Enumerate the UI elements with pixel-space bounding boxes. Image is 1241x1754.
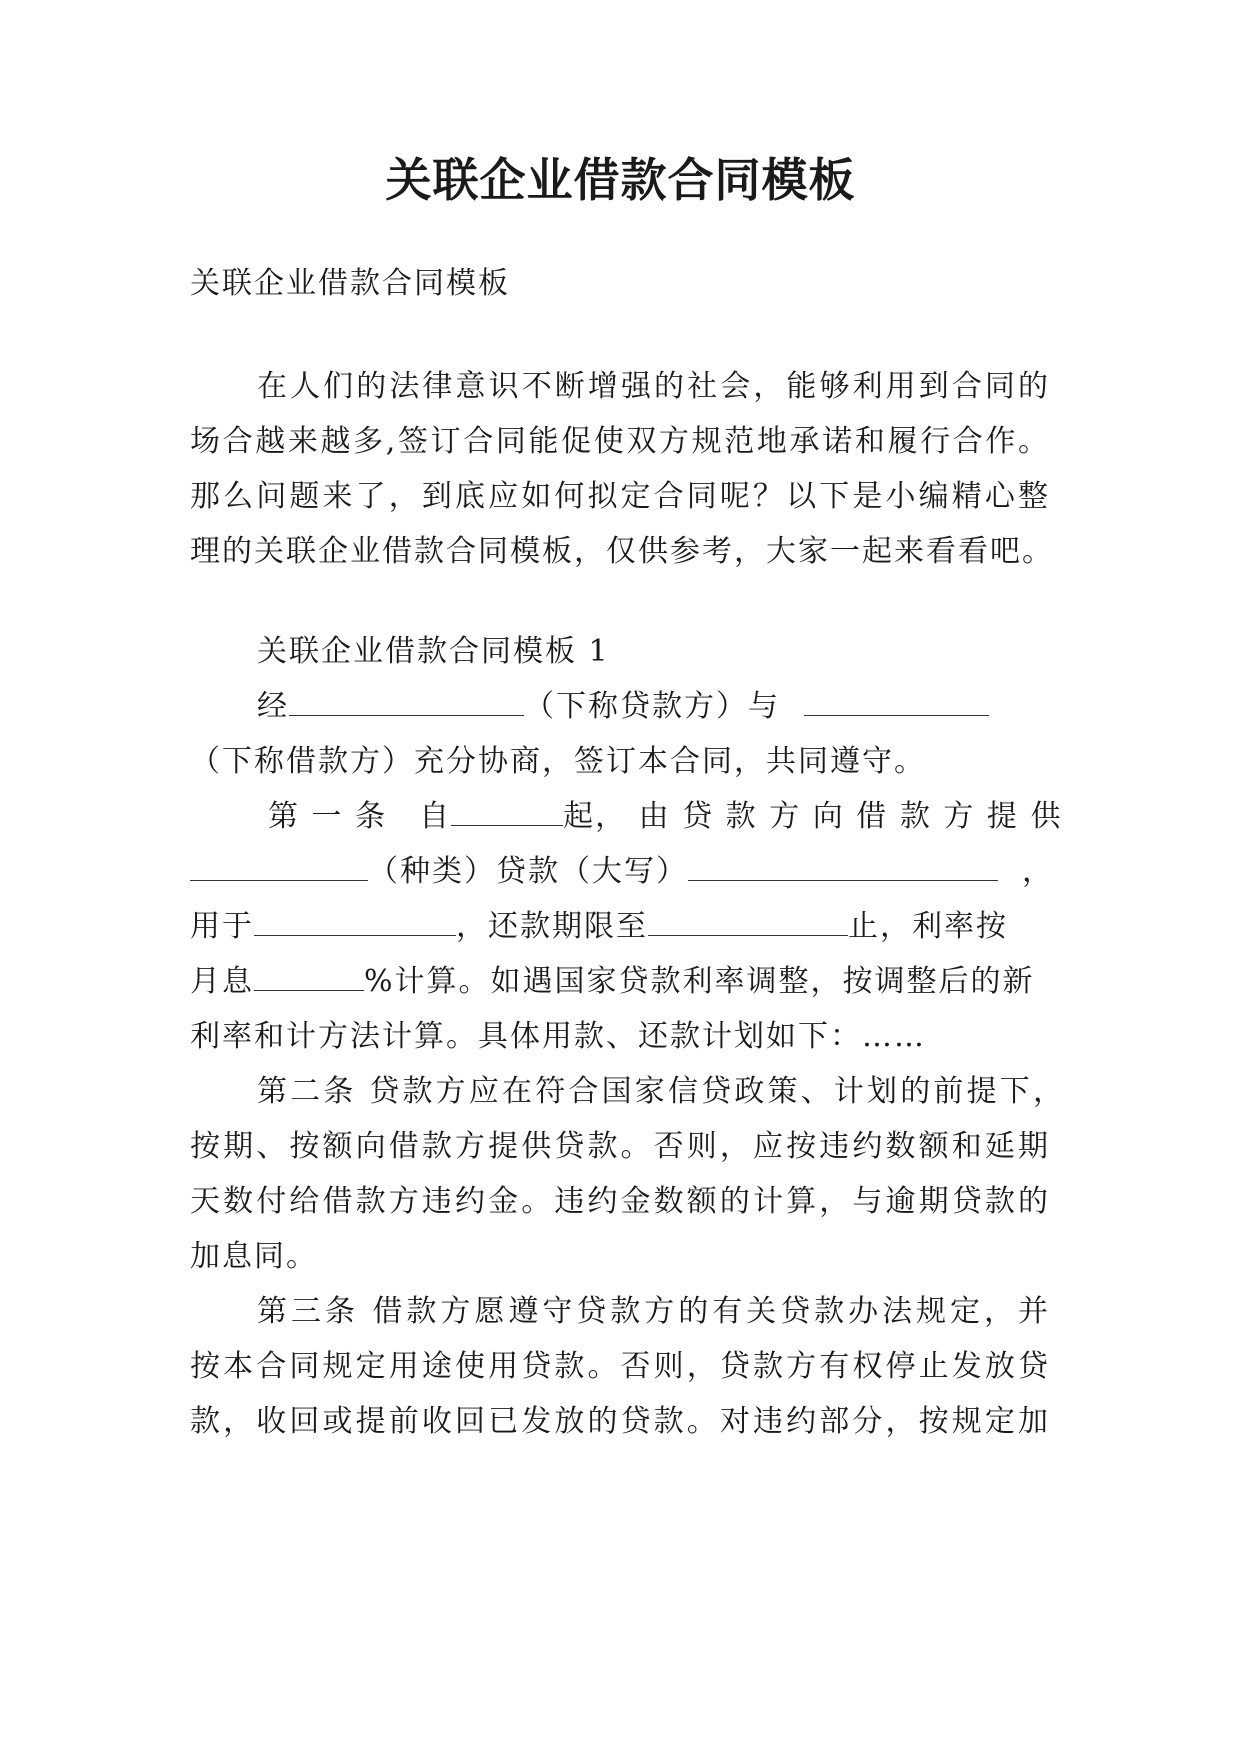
preamble-line-2: （下称借款方）充分协商，签订本合同，共同遵守。	[190, 744, 926, 779]
article2-line-2: 按期、按额向借款方提供贷款。否则，应按违约数额和延期	[190, 1129, 1050, 1164]
lender-blank	[289, 685, 524, 716]
repay-date-blank	[648, 905, 848, 936]
article1-text-f: ，还款期限至	[456, 909, 648, 944]
intro-line-2: 场合越来越多,签订合同能促使双方规范地承诺和履行合作。	[190, 424, 1050, 459]
loan-type-blank	[190, 850, 368, 881]
article3-line-1: 第三条 借款方愿遵守贷款方的有关贷款办法规定，并	[257, 1294, 1050, 1329]
article1-text-h: 月息	[190, 964, 254, 999]
section-heading: 关联企业借款合同模板 1	[257, 634, 610, 669]
article1-text-a: 第 一 条 自	[268, 799, 452, 834]
article1-text-d: ，	[1022, 854, 1054, 889]
article1-line-1	[268, 795, 1063, 839]
preamble-text-1: 经	[257, 689, 289, 724]
amount-blank	[688, 850, 998, 881]
purpose-blank	[254, 905, 456, 936]
article1-line-5: 利率和计方法计算。具体用款、还款计划如下：……	[190, 1019, 926, 1054]
intro-line-4: 理的关联企业借款合同模板，仅供参考，大家一起来看看吧。	[190, 534, 1054, 569]
preamble-text-2: （下称贷款方）与	[524, 689, 780, 724]
article1-line-4	[190, 960, 1050, 1004]
borrower-blank	[804, 685, 989, 716]
article1-text-i: %计算。如遇国家贷款利率调整，按调整后的新	[364, 964, 1035, 999]
article1-text-e: 用于	[190, 909, 254, 944]
article2-line-4: 加息同。	[190, 1239, 318, 1274]
article1-line-2	[190, 850, 1054, 894]
document-subtitle: 关联企业借款合同模板	[190, 266, 510, 301]
document-title: 关联企业借款合同模板	[385, 153, 856, 207]
article1-text-c: （种类）贷款（大写）	[368, 854, 688, 889]
article3-line-3: 款，收回或提前收回已发放的贷款。对违约部分，按规定加	[190, 1404, 1050, 1439]
intro-line-1: 在人们的法律意识不断增强的社会，能够利用到合同的	[257, 369, 1050, 404]
article2-line-1: 第二条 贷款方应在符合国家信贷政策、计划的前提下，	[257, 1074, 1065, 1109]
article2-line-3: 天数付给借款方违约金。违约金数额的计算，与逾期贷款的	[190, 1184, 1050, 1219]
interest-rate-blank	[254, 960, 364, 991]
article3-line-2: 按本合同规定用途使用贷款。否则，贷款方有权停止发放贷	[190, 1349, 1050, 1384]
intro-line-3: 那么问题来了，到底应如何拟定合同呢？以下是小编精心整	[190, 479, 1050, 514]
article1-text-b: 起， 由 贷 款 方 向 借 款 方 提 供	[563, 799, 1063, 834]
preamble-line-1	[257, 685, 1050, 729]
article1-text-g: 止，利率按	[848, 909, 1008, 944]
start-date-blank	[451, 795, 563, 826]
article1-line-3	[190, 905, 1050, 949]
